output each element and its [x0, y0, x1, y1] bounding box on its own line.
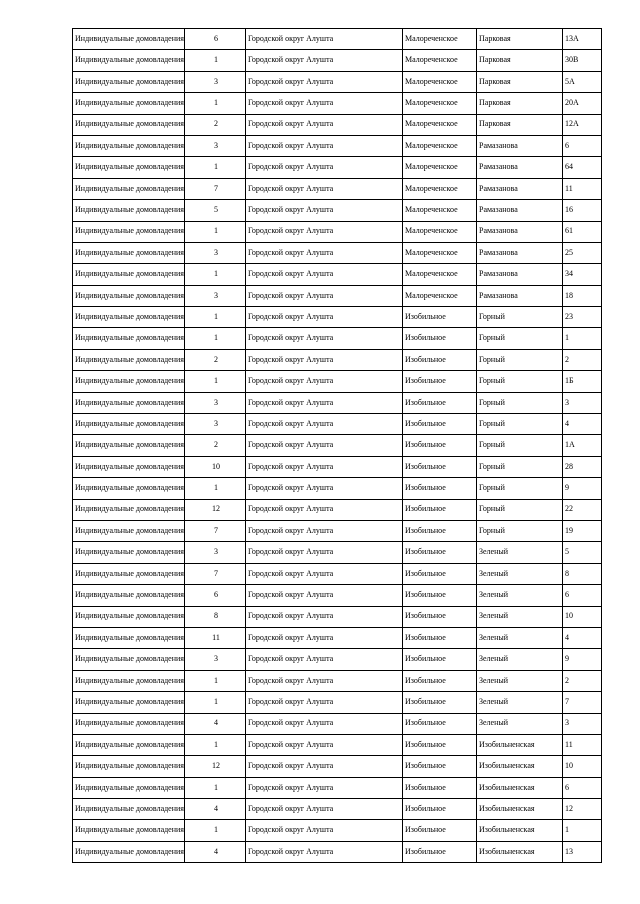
district-cell: Городской округ Алушта — [246, 135, 403, 156]
table-row — [73, 435, 602, 456]
street-cell: Рамазанова — [477, 135, 563, 156]
street-cell: Парковая — [477, 71, 563, 92]
district-cell: Городской округ Алушта — [246, 414, 403, 435]
housing-type-cell: Индивидуальные домовладения — [73, 178, 185, 199]
house-number-cell: 18 — [563, 285, 602, 306]
district-cell: Городской округ Алушта — [246, 50, 403, 71]
locality-cell: Малореченское — [403, 93, 477, 114]
street-cell: Зеленый — [477, 649, 563, 670]
locality-cell: Изобильное — [403, 649, 477, 670]
street-cell: Зеленый — [477, 606, 563, 627]
street-cell: Зеленый — [477, 713, 563, 734]
house-number-cell: 10 — [563, 606, 602, 627]
table-row — [73, 371, 602, 392]
house-number-cell: 30В — [563, 50, 602, 71]
count-cell: 3 — [185, 414, 246, 435]
house-number-cell: 25 — [563, 242, 602, 263]
housing-type-cell: Индивидуальные домовладения — [73, 756, 185, 777]
table-row — [73, 649, 602, 670]
house-number-cell: 9 — [563, 478, 602, 499]
count-cell: 4 — [185, 713, 246, 734]
house-number-cell: 1 — [563, 820, 602, 841]
street-cell: Горный — [477, 414, 563, 435]
locality-cell: Изобильное — [403, 520, 477, 541]
count-cell: 1 — [185, 264, 246, 285]
locality-cell: Изобильное — [403, 777, 477, 798]
street-cell: Изобильненская — [477, 734, 563, 755]
house-number-cell: 13А — [563, 29, 602, 50]
housing-type-cell: Индивидуальные домовладения — [73, 200, 185, 221]
count-cell: 3 — [185, 285, 246, 306]
district-cell: Городской округ Алушта — [246, 799, 403, 820]
house-number-cell: 20А — [563, 93, 602, 114]
house-number-cell: 1Б — [563, 371, 602, 392]
housing-type-cell: Индивидуальные домовладения — [73, 713, 185, 734]
district-cell: Городской округ Алушта — [246, 841, 403, 862]
locality-cell: Малореченское — [403, 50, 477, 71]
locality-cell: Изобильное — [403, 392, 477, 413]
locality-cell: Изобильное — [403, 435, 477, 456]
locality-cell: Малореченское — [403, 264, 477, 285]
table-row — [73, 349, 602, 370]
housing-type-cell: Индивидуальные домовладения — [73, 328, 185, 349]
street-cell: Зеленый — [477, 670, 563, 691]
count-cell: 1 — [185, 328, 246, 349]
house-number-cell: 3 — [563, 713, 602, 734]
housing-type-cell: Индивидуальные домовладения — [73, 71, 185, 92]
count-cell: 3 — [185, 649, 246, 670]
housing-type-cell: Индивидуальные домовладения — [73, 349, 185, 370]
locality-cell: Изобильное — [403, 371, 477, 392]
locality-cell: Изобильное — [403, 563, 477, 584]
count-cell: 1 — [185, 93, 246, 114]
housing-type-cell: Индивидуальные домовладения — [73, 585, 185, 606]
locality-cell: Малореченское — [403, 285, 477, 306]
housing-type-cell: Индивидуальные домовладения — [73, 563, 185, 584]
district-cell: Городской округ Алушта — [246, 221, 403, 242]
street-cell: Зеленый — [477, 692, 563, 713]
street-cell: Горный — [477, 499, 563, 520]
district-cell: Городской округ Алушта — [246, 756, 403, 777]
house-number-cell: 22 — [563, 499, 602, 520]
street-cell: Рамазанова — [477, 264, 563, 285]
table-row — [73, 221, 602, 242]
table-row — [73, 264, 602, 285]
house-number-cell: 6 — [563, 135, 602, 156]
table-row — [73, 670, 602, 691]
count-cell: 1 — [185, 221, 246, 242]
district-cell: Городской округ Алушта — [246, 157, 403, 178]
housing-type-cell: Индивидуальные домовладения — [73, 50, 185, 71]
count-cell: 7 — [185, 178, 246, 199]
count-cell: 8 — [185, 606, 246, 627]
street-cell: Горный — [477, 478, 563, 499]
house-number-cell: 4 — [563, 627, 602, 648]
district-cell: Городской округ Алушта — [246, 820, 403, 841]
table-row — [73, 734, 602, 755]
table-row — [73, 478, 602, 499]
district-cell: Городской округ Алушта — [246, 499, 403, 520]
housing-type-cell: Индивидуальные домовладения — [73, 670, 185, 691]
street-cell: Зеленый — [477, 563, 563, 584]
count-cell: 1 — [185, 307, 246, 328]
locality-cell: Малореченское — [403, 157, 477, 178]
count-cell: 7 — [185, 563, 246, 584]
street-cell: Горный — [477, 392, 563, 413]
count-cell: 1 — [185, 157, 246, 178]
house-number-cell: 16 — [563, 200, 602, 221]
locality-cell: Изобильное — [403, 713, 477, 734]
table-row — [73, 93, 602, 114]
table-row — [73, 756, 602, 777]
house-number-cell: 12А — [563, 114, 602, 135]
street-cell: Парковая — [477, 114, 563, 135]
locality-cell: Изобильное — [403, 756, 477, 777]
locality-cell: Изобильное — [403, 670, 477, 691]
district-cell: Городской округ Алушта — [246, 349, 403, 370]
table-row — [73, 114, 602, 135]
housing-type-cell: Индивидуальные домовладения — [73, 841, 185, 862]
district-cell: Городской округ Алушта — [246, 585, 403, 606]
locality-cell: Изобильное — [403, 606, 477, 627]
locality-cell: Малореченское — [403, 114, 477, 135]
table-row — [73, 585, 602, 606]
district-cell: Городской округ Алушта — [246, 178, 403, 199]
street-cell: Зеленый — [477, 585, 563, 606]
district-cell: Городской округ Алушта — [246, 307, 403, 328]
table-row — [73, 200, 602, 221]
street-cell: Рамазанова — [477, 157, 563, 178]
housing-type-cell: Индивидуальные домовладения — [73, 264, 185, 285]
table-row — [73, 414, 602, 435]
district-cell: Городской округ Алушта — [246, 114, 403, 135]
locality-cell: Изобильное — [403, 542, 477, 563]
locality-cell: Изобильное — [403, 499, 477, 520]
locality-cell: Изобильное — [403, 627, 477, 648]
district-cell: Городской округ Алушта — [246, 542, 403, 563]
locality-cell: Малореченское — [403, 135, 477, 156]
house-number-cell: 11 — [563, 734, 602, 755]
house-number-cell: 10 — [563, 756, 602, 777]
street-cell: Зеленый — [477, 542, 563, 563]
district-cell: Городской округ Алушта — [246, 713, 403, 734]
district-cell: Городской округ Алушта — [246, 734, 403, 755]
locality-cell: Малореченское — [403, 200, 477, 221]
table-row — [73, 627, 602, 648]
district-cell: Городской округ Алушта — [246, 264, 403, 285]
locality-cell: Малореченское — [403, 178, 477, 199]
district-cell: Городской округ Алушта — [246, 649, 403, 670]
district-cell: Городской округ Алушта — [246, 456, 403, 477]
district-cell: Городской округ Алушта — [246, 242, 403, 263]
count-cell: 3 — [185, 242, 246, 263]
count-cell: 2 — [185, 435, 246, 456]
locality-cell: Изобильное — [403, 841, 477, 862]
housing-type-cell: Индивидуальные домовладения — [73, 478, 185, 499]
count-cell: 11 — [185, 627, 246, 648]
district-cell: Городской округ Алушта — [246, 627, 403, 648]
street-cell: Рамазанова — [477, 200, 563, 221]
count-cell: 3 — [185, 71, 246, 92]
district-cell: Городской округ Алушта — [246, 777, 403, 798]
street-cell: Рамазанова — [477, 221, 563, 242]
house-number-cell: 6 — [563, 777, 602, 798]
table-row — [73, 520, 602, 541]
street-cell: Парковая — [477, 93, 563, 114]
table-row — [73, 178, 602, 199]
locality-cell: Малореченское — [403, 221, 477, 242]
count-cell: 6 — [185, 29, 246, 50]
table-row — [73, 135, 602, 156]
table-row — [73, 307, 602, 328]
address-table-body — [73, 29, 602, 863]
table-row — [73, 456, 602, 477]
street-cell: Горный — [477, 435, 563, 456]
district-cell: Городской округ Алушта — [246, 692, 403, 713]
locality-cell: Изобильное — [403, 799, 477, 820]
street-cell: Рамазанова — [477, 285, 563, 306]
street-cell: Зеленый — [477, 627, 563, 648]
housing-type-cell: Индивидуальные домовладения — [73, 627, 185, 648]
house-number-cell: 5 — [563, 542, 602, 563]
locality-cell: Изобильное — [403, 734, 477, 755]
locality-cell: Изобильное — [403, 414, 477, 435]
house-number-cell: 19 — [563, 520, 602, 541]
count-cell: 6 — [185, 585, 246, 606]
count-cell: 3 — [185, 542, 246, 563]
table-row — [73, 777, 602, 798]
table-row — [73, 542, 602, 563]
locality-cell: Изобильное — [403, 820, 477, 841]
locality-cell: Изобильное — [403, 307, 477, 328]
house-number-cell: 3 — [563, 392, 602, 413]
count-cell: 1 — [185, 478, 246, 499]
street-cell: Парковая — [477, 29, 563, 50]
table-row — [73, 157, 602, 178]
street-cell: Горный — [477, 456, 563, 477]
table-row — [73, 71, 602, 92]
table-row — [73, 820, 602, 841]
house-number-cell: 28 — [563, 456, 602, 477]
table-row — [73, 50, 602, 71]
house-number-cell: 1 — [563, 328, 602, 349]
district-cell: Городской округ Алушта — [246, 71, 403, 92]
housing-type-cell: Индивидуальные домовладения — [73, 29, 185, 50]
count-cell: 5 — [185, 200, 246, 221]
house-number-cell: 2 — [563, 670, 602, 691]
housing-type-cell: Индивидуальные домовладения — [73, 157, 185, 178]
district-cell: Городской округ Алушта — [246, 29, 403, 50]
street-cell: Изобильненская — [477, 777, 563, 798]
street-cell: Изобильненская — [477, 820, 563, 841]
house-number-cell: 34 — [563, 264, 602, 285]
housing-type-cell: Индивидуальные домовладения — [73, 777, 185, 798]
locality-cell: Изобильное — [403, 456, 477, 477]
street-cell: Изобильненская — [477, 756, 563, 777]
housing-type-cell: Индивидуальные домовладения — [73, 307, 185, 328]
count-cell: 1 — [185, 670, 246, 691]
table-row — [73, 841, 602, 862]
housing-type-cell: Индивидуальные домовладения — [73, 734, 185, 755]
count-cell: 12 — [185, 756, 246, 777]
house-number-cell: 5А — [563, 71, 602, 92]
district-cell: Городской округ Алушта — [246, 392, 403, 413]
housing-type-cell: Индивидуальные домовладения — [73, 799, 185, 820]
housing-type-cell: Индивидуальные домовладения — [73, 392, 185, 413]
district-cell: Городской округ Алушта — [246, 670, 403, 691]
housing-type-cell: Индивидуальные домовладения — [73, 285, 185, 306]
house-number-cell: 8 — [563, 563, 602, 584]
housing-type-cell: Индивидуальные домовладения — [73, 135, 185, 156]
street-cell: Горный — [477, 520, 563, 541]
district-cell: Городской округ Алушта — [246, 606, 403, 627]
count-cell: 1 — [185, 692, 246, 713]
table-row — [73, 285, 602, 306]
housing-type-cell: Индивидуальные домовладения — [73, 520, 185, 541]
housing-type-cell: Индивидуальные домовладения — [73, 242, 185, 263]
count-cell: 3 — [185, 135, 246, 156]
count-cell: 2 — [185, 114, 246, 135]
count-cell: 1 — [185, 734, 246, 755]
house-number-cell: 23 — [563, 307, 602, 328]
locality-cell: Изобильное — [403, 328, 477, 349]
district-cell: Городской округ Алушта — [246, 285, 403, 306]
street-cell: Изобильненская — [477, 799, 563, 820]
count-cell: 1 — [185, 371, 246, 392]
house-number-cell: 64 — [563, 157, 602, 178]
count-cell: 12 — [185, 499, 246, 520]
table-row — [73, 692, 602, 713]
count-cell: 3 — [185, 392, 246, 413]
locality-cell: Малореченское — [403, 242, 477, 263]
housing-type-cell: Индивидуальные домовладения — [73, 820, 185, 841]
street-cell: Рамазанова — [477, 242, 563, 263]
street-cell: Горный — [477, 349, 563, 370]
table-row — [73, 392, 602, 413]
district-cell: Городской округ Алушта — [246, 371, 403, 392]
street-cell: Рамазанова — [477, 178, 563, 199]
locality-cell: Малореченское — [403, 29, 477, 50]
table-row — [73, 713, 602, 734]
housing-type-cell: Индивидуальные домовладения — [73, 114, 185, 135]
housing-type-cell: Индивидуальные домовладения — [73, 371, 185, 392]
district-cell: Городской округ Алушта — [246, 563, 403, 584]
locality-cell: Малореченское — [403, 71, 477, 92]
housing-type-cell: Индивидуальные домовладения — [73, 221, 185, 242]
house-number-cell: 12 — [563, 799, 602, 820]
house-number-cell: 4 — [563, 414, 602, 435]
district-cell: Городской округ Алушта — [246, 520, 403, 541]
street-cell: Изобильненская — [477, 841, 563, 862]
street-cell: Парковая — [477, 50, 563, 71]
locality-cell: Изобильное — [403, 692, 477, 713]
locality-cell: Изобильное — [403, 478, 477, 499]
table-row — [73, 799, 602, 820]
house-number-cell: 61 — [563, 221, 602, 242]
table-row — [73, 499, 602, 520]
street-cell: Горный — [477, 328, 563, 349]
count-cell: 1 — [185, 820, 246, 841]
house-number-cell: 9 — [563, 649, 602, 670]
count-cell: 10 — [185, 456, 246, 477]
house-number-cell: 1А — [563, 435, 602, 456]
housing-type-cell: Индивидуальные домовладения — [73, 542, 185, 563]
house-number-cell: 2 — [563, 349, 602, 370]
district-cell: Городской округ Алушта — [246, 200, 403, 221]
district-cell: Городской округ Алушта — [246, 328, 403, 349]
housing-type-cell: Индивидуальные домовладения — [73, 649, 185, 670]
table-row — [73, 563, 602, 584]
house-number-cell: 6 — [563, 585, 602, 606]
count-cell: 2 — [185, 349, 246, 370]
count-cell: 4 — [185, 841, 246, 862]
housing-type-cell: Индивидуальные домовладения — [73, 414, 185, 435]
street-cell: Горный — [477, 371, 563, 392]
table-row — [73, 328, 602, 349]
housing-type-cell: Индивидуальные домовладения — [73, 499, 185, 520]
housing-type-cell: Индивидуальные домовладения — [73, 456, 185, 477]
house-number-cell: 7 — [563, 692, 602, 713]
locality-cell: Изобильное — [403, 349, 477, 370]
district-cell: Городской округ Алушта — [246, 478, 403, 499]
housing-type-cell: Индивидуальные домовладения — [73, 692, 185, 713]
housing-type-cell: Индивидуальные домовладения — [73, 435, 185, 456]
table-row — [73, 29, 602, 50]
district-cell: Городской округ Алушта — [246, 93, 403, 114]
street-cell: Горный — [477, 307, 563, 328]
address-table — [72, 28, 602, 863]
count-cell: 4 — [185, 799, 246, 820]
district-cell: Городской округ Алушта — [246, 435, 403, 456]
housing-type-cell: Индивидуальные домовладения — [73, 606, 185, 627]
table-row — [73, 242, 602, 263]
locality-cell: Изобильное — [403, 585, 477, 606]
count-cell: 1 — [185, 50, 246, 71]
count-cell: 1 — [185, 777, 246, 798]
table-row — [73, 606, 602, 627]
house-number-cell: 13 — [563, 841, 602, 862]
house-number-cell: 11 — [563, 178, 602, 199]
housing-type-cell: Индивидуальные домовладения — [73, 93, 185, 114]
count-cell: 7 — [185, 520, 246, 541]
